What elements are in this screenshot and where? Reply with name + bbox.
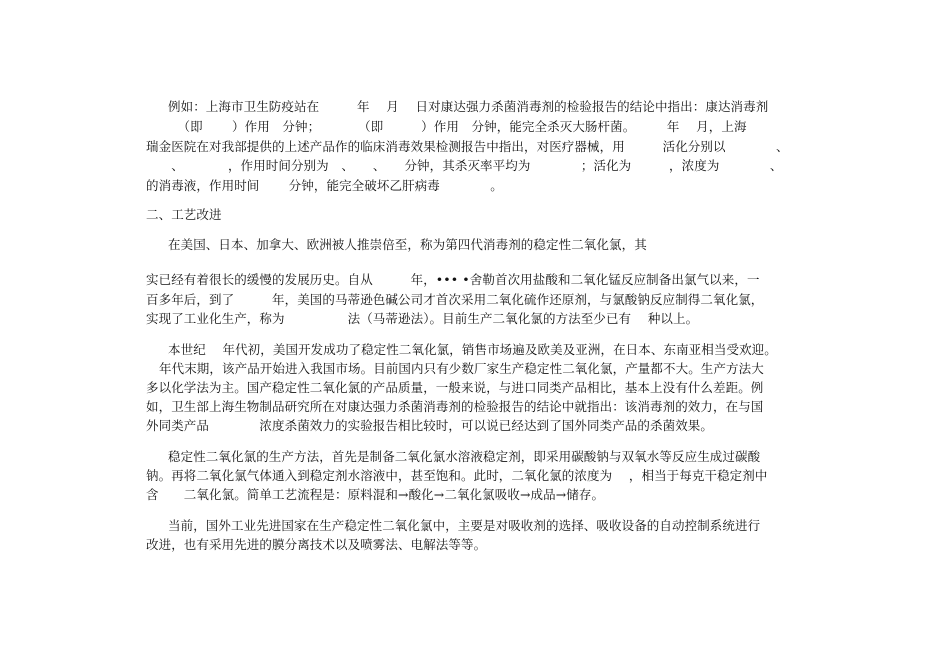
- text-line: 瑞金医院在对我部提供的上述产品作的临床消毒效果检测报告中指出，对医疗器械，用 活化分别以 、: [146, 139, 789, 154]
- text-line: 外同类产品 浓度杀菌效力的实验报告相比较时，可以说已经达到了国外同类产品的杀菌效果。: [146, 418, 714, 433]
- text-line: 的消毒液，作用时间 分钟，能完全破坏乙肝病毒 。: [146, 178, 503, 193]
- text-line: 年代末期，该产品开始进入我国市场。目前国内只有少数厂家生产稳定性二氧化氯，产量都不大。生产方法大: [159, 361, 764, 376]
- text-line: 改进，也有采用先进的膜分离技术以及喷雾法、电解法等等。: [146, 537, 487, 552]
- section-heading: 二、工艺改进: [146, 207, 222, 222]
- text-line: 本世纪 年代初，美国开发成功了稳定性二氧化氯，销售市场遍及欧美及亚洲，在日本、东南亚相当受欢迎。: [168, 342, 777, 357]
- text-line: 百多年后，到了 年，美国的马蒂逊色碱公司才首次采用二氧化硫作还原剂，与氯酸钠反应制得二氧化氯，: [146, 292, 764, 307]
- text-line: 如，卫生部上海生物制品研究所在对康达强力杀菌消毒剂的检验报告的结论中就指出：该消毒剂的效力，在与国: [146, 399, 764, 414]
- text-line: （即 ）作用 分钟； （即 ）作用 分钟，能完全杀灭大肠杆菌。 年 月，上海: [146, 119, 747, 134]
- text-line: 含 二氧化氯。简单工艺流程是：原料混和→酸化→二氧化氯吸收→成品→储存。: [146, 487, 605, 502]
- text-line: 在美国、日本、加拿大、欧洲被人推崇倍至，称为第四代消毒剂的稳定性二氧化氯，其: [168, 237, 647, 252]
- text-line: 实已经有着很长的缓慢的发展历史。自从 年，••• •舍勒首次用盐酸和二氧化锰反应制备出氯气以来，一: [146, 272, 760, 287]
- text-line: 、 ，作用时间分别为 、 、 分钟，其杀灭率平均为 ；活化为 ，浓度为 、: [146, 158, 783, 173]
- text-line: 例如：上海市卫生防疫站在 年 月 日对康达强力杀菌消毒剂的检验报告的结论中指出：康达消毒剂: [168, 99, 769, 114]
- text-line: 稳定性二氧化氯的生产方法，首先是制备二氧化氯水溶液稳定剂，即采用碳酸钠与双氧水等反应生成过碳酸: [168, 449, 761, 464]
- text-line: 多以化学法为主。国产稳定性二氧化氯的产品质量，一般来说，与进口同类产品相比，基本上没有什么差距。例: [146, 380, 764, 395]
- text-line: 钠。再将二氧化氯气体通入到稳定剂水溶液中，甚至饱和。此时，二氧化氯的浓度为 ，相当于每克干稳定剂中: [146, 468, 768, 483]
- text-line: 当前，国外工业先进国家在生产稳定性二氧化氯中，主要是对吸收剂的选择、吸收设备的自动控制系统进行: [168, 518, 761, 533]
- text-line: 实现了工业化生产，称为 法（马蒂逊法）。目前生产二氧化氯的方法至少已有 种以上。: [146, 311, 699, 326]
